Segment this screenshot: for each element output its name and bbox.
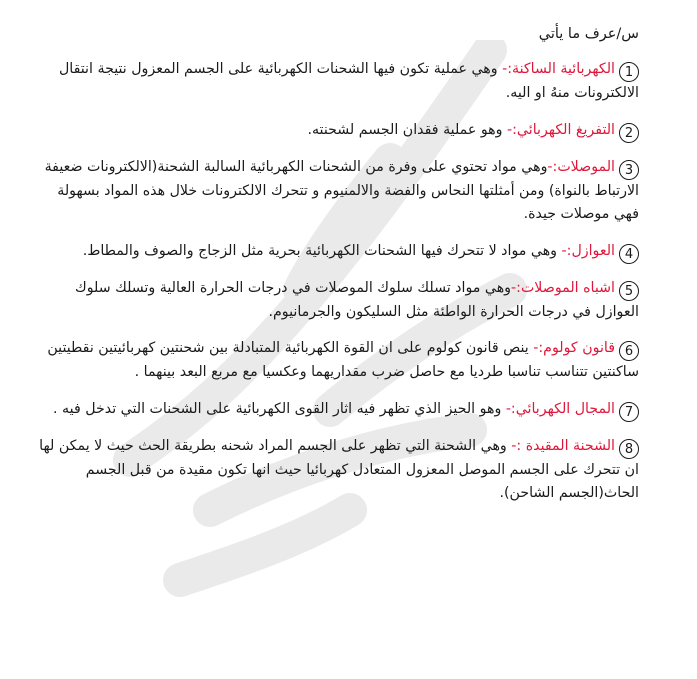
item-term: قانون كولوم:- (533, 340, 615, 356)
definition-item-7 (30, 398, 639, 422)
definition-item-8 (30, 435, 639, 506)
item-term: الشحنة المقيدة :- (511, 437, 615, 454)
item-term: المجال الكهربائي:- (505, 400, 615, 417)
definition-item-1 (30, 58, 639, 106)
definition-item-6 (30, 337, 639, 385)
definition-item-3 (30, 156, 639, 227)
definition-item-5 (30, 277, 639, 325)
item-definition: وهي عملية تكون فيها الشحنات الكهربائية على الجسم المعزول نتيجة انتقال الالكترونات منهُ او اليه. (58, 61, 639, 101)
item-number-badge: 5 (619, 281, 639, 301)
item-definition: وهي مواد تسلك سلوك الموصلات في درجات الحرارة العالية وتسلك سلوك العوازل في درجات الحرارة الواطئة مثل السليكون والجرمانيوم. (75, 279, 639, 320)
item-term: التفريغ الكهربائي:- (507, 121, 615, 138)
item-number-badge: 2 (619, 123, 639, 143)
item-definition: وهي مواد لا تتحرك فيها الشحنات الكهربائية بحرية مثل الزجاج والصوف والمطاط. (82, 242, 562, 259)
item-term: العوازل:- (561, 242, 615, 259)
page-heading: س/عرف ما يأتي (538, 26, 639, 42)
item-term: الموصلات:- (547, 158, 615, 175)
item-term: الكهربائية الساكنة:- (502, 61, 615, 77)
definition-item-2 (30, 119, 639, 143)
definition-item-4 (30, 240, 639, 264)
item-definition: وهو الحيز الذي تظهر فيه اثار القوى الكهربائية على الشحنات التي تدخل فيه . (53, 400, 506, 417)
item-definition: وهي مواد تحتوي على وفرة من الشحنات الكهربائية السالبة الشحنة(الالكترونات ضعيفة الارتباط بالنواة) ومن أمثلتها النحاس والفضة والالمنيوم و تتحرك الالكترونات خلال هذه المواد بسهولة فهي موصلات جيدة. (44, 158, 639, 222)
item-number-badge: 6 (619, 341, 639, 361)
item-number-badge: 8 (619, 439, 639, 459)
item-term: اشباه الموصلات:- (511, 279, 615, 296)
item-definition: ينص قانون كولوم على ان القوة الكهربائية المتبادلة بين شحنتين كهربائيتين نقطيتين ساكنتين تتناسب تناسبا طرديا مع حاصل ضرب مقداريهما وعكسيا مع مربع البعد بينهما . (47, 340, 639, 380)
item-definition: وهو عملية فقدان الجسم لشحنته. (307, 121, 508, 138)
item-number-badge: 4 (619, 244, 639, 264)
item-number-badge: 7 (619, 402, 639, 422)
item-definition: وهي الشحنة التي تظهر على الجسم المراد شحنه بطريقة الحث حيث لا يمكن لها ان تتحرك على الجسم الموصل المعزول المتعادل كهربائيا حيث انها تكون مقيدة من قبل الجسم الحاث(الجسم الشاحن). (39, 437, 639, 501)
item-number-badge: 3 (619, 160, 639, 180)
item-number-badge: 1 (619, 62, 639, 82)
